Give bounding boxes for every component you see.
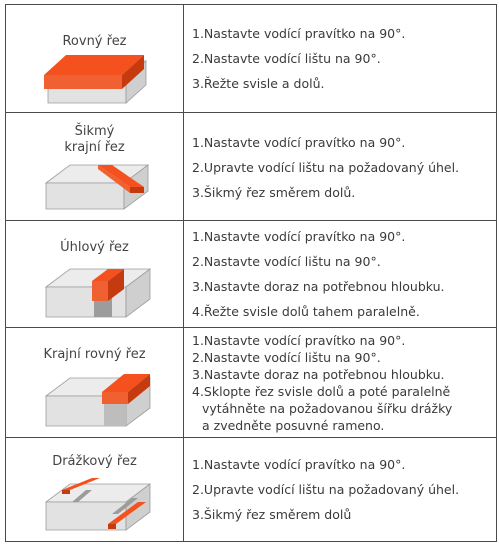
cut-step: 1.Nastavte vodící pravítko na 90°. — [192, 135, 406, 150]
cut-step: vytáhněte na požadovanou šířku drážky — [202, 401, 453, 416]
cut-steps-cell — [184, 328, 497, 438]
cut-step: 2.Nastavte vodící lištu na 90°. — [192, 350, 381, 365]
cut-step: 1.Nastavte vodící pravítko na 90°. — [192, 26, 406, 41]
cut-step: 3.Nastavte doraz na potřebnou hloubku. — [192, 279, 445, 294]
table-row — [6, 328, 497, 438]
cut-title — [6, 124, 183, 156]
cut-step: 1.Nastavte vodící pravítko na 90°. — [192, 457, 406, 472]
table-row — [6, 221, 497, 328]
cut-steps — [184, 438, 496, 527]
cut-step: 3.Nastavte doraz na potřebnou hloubku. — [192, 367, 445, 382]
table-row — [6, 113, 497, 221]
cut-step: 1.Nastavte vodící pravítko na 90°. — [192, 229, 406, 244]
cut-title — [6, 34, 183, 50]
cut-step: 3.Šikmý řez směrem dolů — [192, 507, 352, 522]
cut-illustration-cell — [6, 438, 184, 542]
cut-step: a zvedněte posuvné rameno. — [202, 418, 385, 433]
cut-steps-cell — [184, 221, 497, 328]
cut-title-line: krajní řez — [64, 140, 125, 155]
bevel-edge-cut-diagram — [42, 161, 152, 213]
straight-cut-diagram — [42, 55, 152, 105]
angle-cut-diagram — [42, 265, 154, 321]
table-row — [6, 5, 497, 113]
cut-step: 2.Nastavte vodící lištu na 90°. — [192, 254, 381, 269]
table-row — [6, 438, 497, 542]
edge-straight-cut-diagram — [42, 374, 154, 430]
cut-illustration-cell — [6, 221, 184, 328]
cut-types-table — [5, 4, 497, 542]
cut-title — [6, 240, 183, 256]
cut-steps-cell — [184, 5, 497, 113]
cut-steps — [184, 328, 496, 434]
cut-illustration-cell — [6, 113, 184, 221]
cut-illustration-cell — [6, 5, 184, 113]
cut-title — [6, 454, 183, 470]
cut-step: 3.Řežte svisle a dolů. — [192, 76, 325, 91]
cut-step: 4.Sklopte řez svisle dolů a poté paralelně — [192, 384, 451, 399]
cut-step: 4.Řežte svisle dolů tahem paralelně. — [192, 304, 420, 319]
cut-steps-cell — [184, 438, 497, 542]
cut-step: 2.Nastavte vodící lištu na 90°. — [192, 51, 381, 66]
cut-steps — [184, 221, 496, 324]
cut-steps-cell — [184, 113, 497, 221]
cut-step: 1.Nastavte vodící pravítko na 90°. — [192, 333, 406, 348]
cut-step: 3.Šikmý řez směrem dolů. — [192, 185, 356, 200]
cut-title-line: Drážkový řez — [52, 454, 137, 469]
cut-title-line: Šikmý — [74, 124, 115, 139]
cut-step: 2.Upravte vodící lištu na požadovaný úhel. — [192, 482, 460, 497]
cut-title-line: Rovný řez — [62, 34, 127, 49]
groove-cut-diagram — [42, 478, 154, 536]
cut-title — [6, 347, 183, 363]
cut-steps — [184, 5, 496, 96]
cut-title-line: Krajní rovný řez — [43, 347, 146, 362]
cut-steps — [184, 113, 496, 205]
cut-step: 2.Upravte vodící lištu na požadovaný úhel. — [192, 160, 460, 175]
cut-illustration-cell — [6, 328, 184, 438]
cut-title-line: Úhlový řez — [60, 240, 129, 255]
